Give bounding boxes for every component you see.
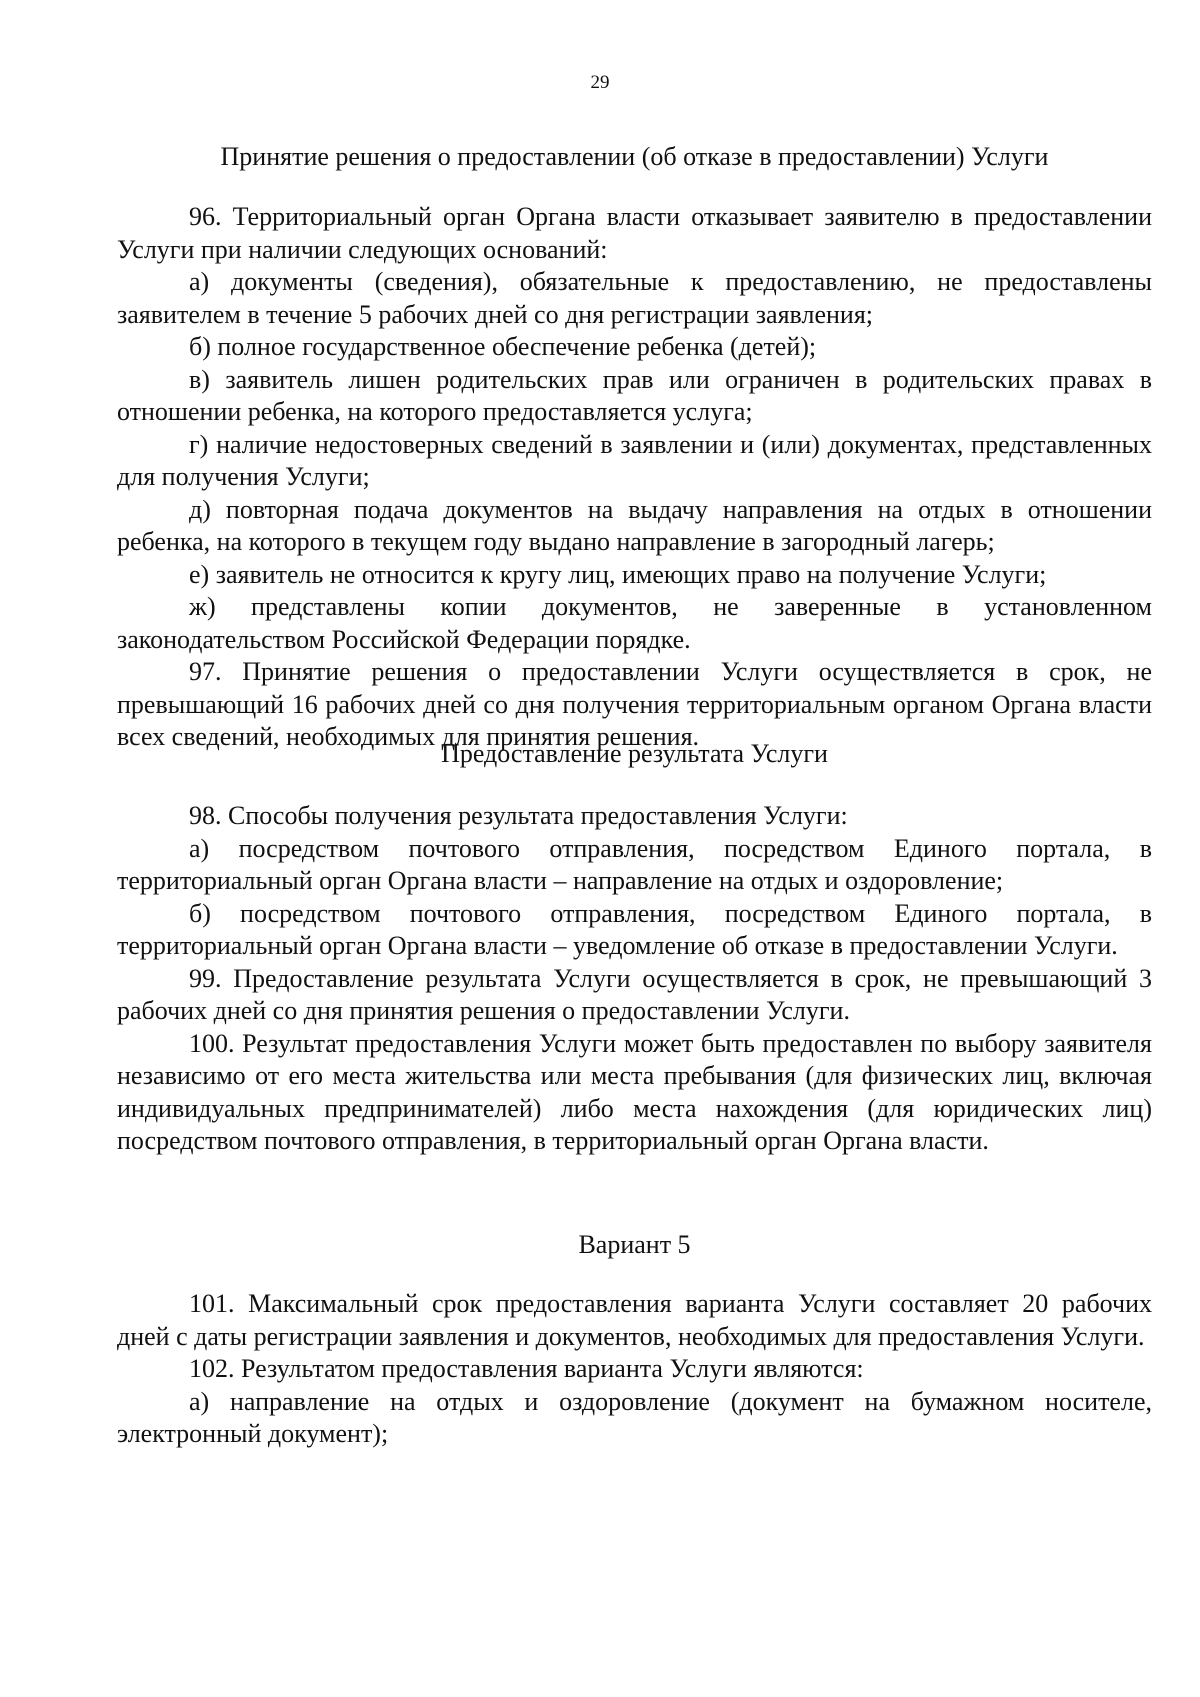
list-item-96d: д) повторная подача документов на выдачу направления на отдых в отношении ребенка, на которого в текущем году выдано направление в загородный лагерь; [117, 494, 1152, 556]
section-body-variant-5 [117, 1288, 1152, 1451]
section-body-result [117, 800, 1152, 1158]
paragraph-100: 100. Результат предоставления Услуги может быть предоставлен по выбору заявителя независимо от его места жительства или места пребывания (для физических лиц, включая индивидуальных предпринимателей) либо места нахождения (для юридических лиц) посредством почтового отправления, в территориальный орган Органа власти. [117, 1028, 1152, 1155]
section-body-decision [117, 201, 1152, 754]
section-heading-decision: Принятие решения о предоставлении (об отказе в предоставлении) Услуги [220, 142, 1049, 171]
paragraph-102: 102. Результатом предоставления варианта Услуги являются: [189, 1354, 864, 1383]
section-heading-result: Предоставление результата Услуги [441, 739, 828, 768]
list-item-98a: а) посредством почтового отправления, посредством Единого портала, в территориальный орган Органа власти – направление на отдых и оздоровление; [117, 833, 1152, 895]
list-item-98b: б) посредством почтового отправления, посредством Единого портала, в территориальный орган Органа власти – уведомление об отказе в предоставлении Услуги. [117, 898, 1152, 960]
paragraph-99: 99. Предоставление результата Услуги осуществляется в срок, не превышающий 3 рабочих дней со дня принятия решения о предоставлении Услуги. [117, 963, 1152, 1025]
list-item-96zh: ж) представлены копии документов, не заверенные в установленном законодательством Российской Федерации порядке. [117, 592, 1152, 654]
paragraph-101: 101. Максимальный срок предоставления варианта Услуги составляет 20 рабочих дней с даты регистрации заявления и документов, необходимых для предоставления Услуги. [117, 1289, 1152, 1351]
list-item-96e: е) заявитель не относится к кругу лиц, имеющих право на получение Услуги; [189, 559, 1047, 589]
list-item-96v: в) заявитель лишен родительских прав или ограничен в родительских правах в отношении ребенка, на которого предоставляется услуга; [117, 364, 1152, 426]
paragraph-96: 96. Территориальный орган Органа власти отказывает заявителю в предоставлении Услуги при наличии следующих оснований: [117, 202, 1152, 264]
paragraph-98: 98. Способы получения результата предоставления Услуги: [189, 801, 848, 830]
list-item-96g: г) наличие недостоверных сведений в заявлении и (или) документах, представленных для получения Услуги; [117, 429, 1152, 491]
list-item-102a: а) направление на отдых и оздоровление (документ на бумажном носителе, электронный документ); [117, 1386, 1152, 1448]
list-item-96b: б) полное государственное обеспечение ребенка (детей); [189, 332, 817, 361]
paragraph-97: 97. Принятие решения о предоставлении Услуги осуществляется в срок, не превышающий 16 рабочих дней со дня получения территориальным органом Органа власти всех сведений, необходимых для принятия решения. [117, 657, 1152, 751]
list-item-96a: а) документы (сведения), обязательные к предоставлению, не предоставлены заявителем в течение 5 рабочих дней со дня регистрации заявления; [117, 267, 1152, 329]
page-number: 29 [590, 72, 610, 93]
section-heading-variant-5: Вариант 5 [578, 1230, 691, 1259]
